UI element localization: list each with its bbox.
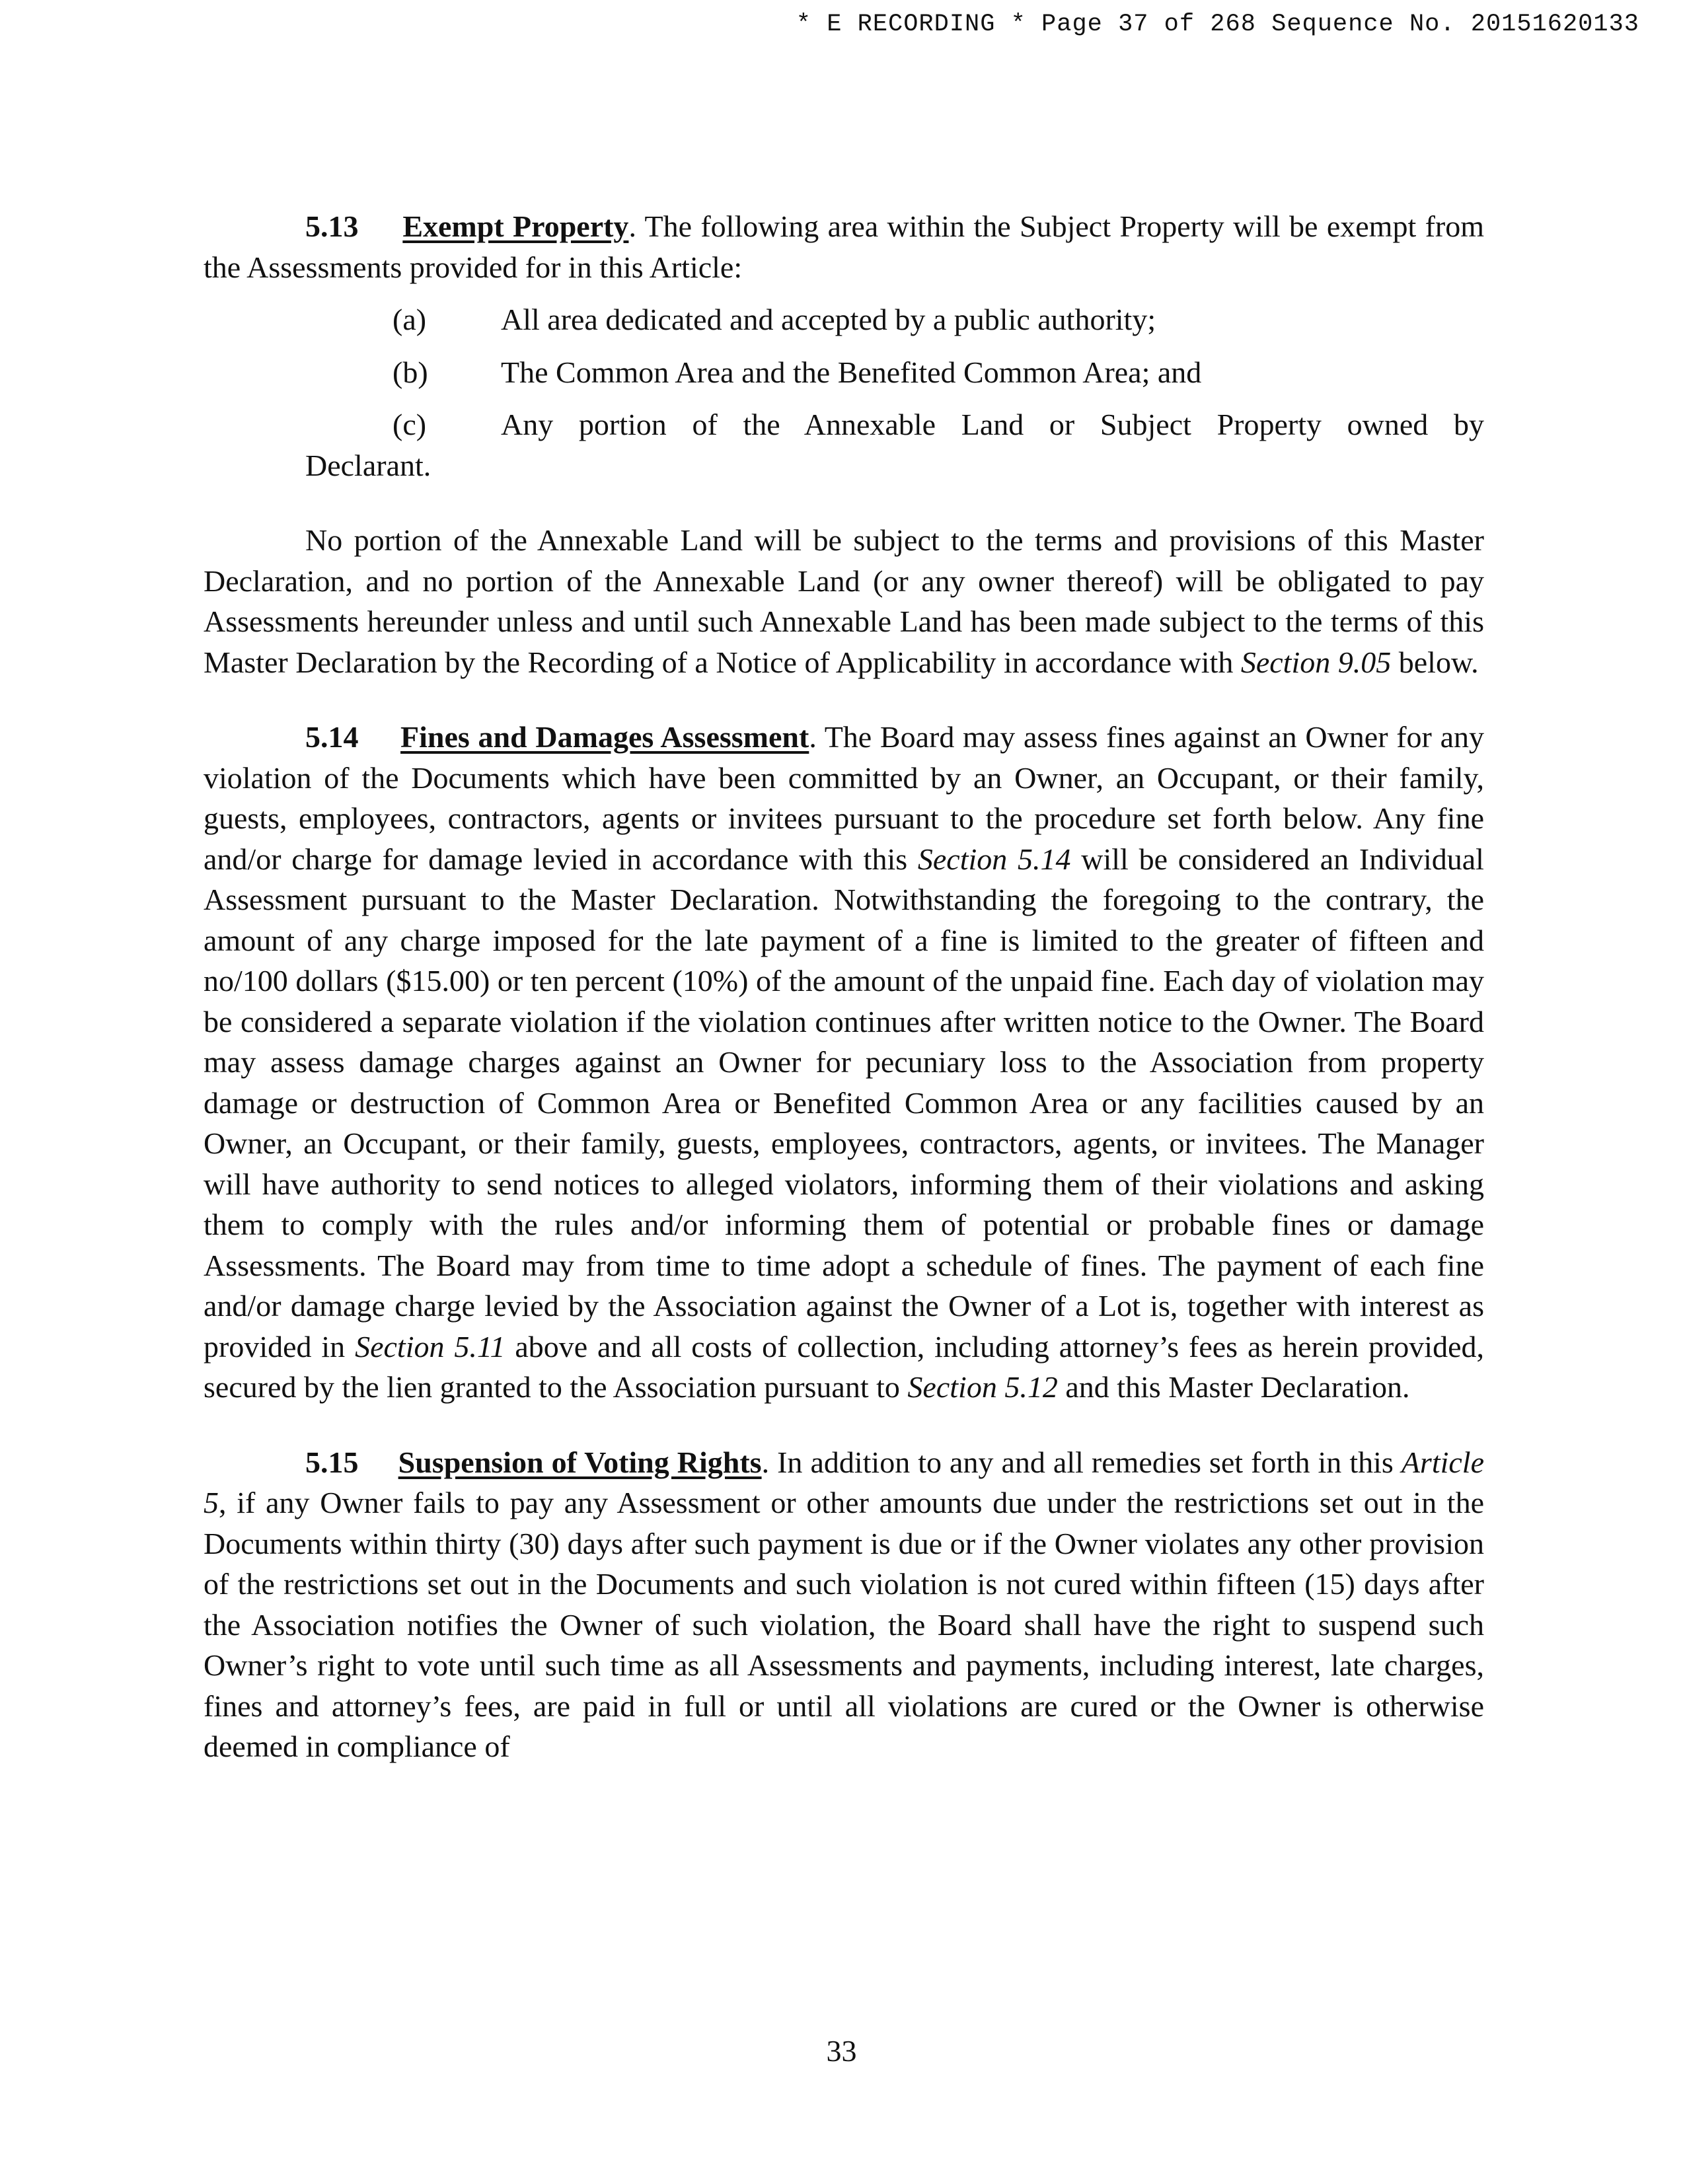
paragraph-text: No portion of the Annexable Land will be subject to the terms and provisions of this Master Declaration, and no portion of the Annexable Land (or any owner thereof) will be obligated to pay Assessments hereunder unless and until such Annexable Land has been made subject to the terms of this Master Declaration by the Recording of a Notice of Applicability in accordance with (204, 523, 1484, 679)
list-item-text: Any portion of the Annexable Land or Subject Property owned by (501, 408, 1484, 441)
section-5-13-intro (204, 206, 1484, 287)
section-title: Exempt Property (402, 209, 629, 243)
paragraph-text: below. (1391, 645, 1479, 679)
section-number: 5.13 (305, 209, 359, 243)
list-item-continuation: Declarant. (305, 448, 431, 482)
list-item-label: (a) (393, 303, 427, 336)
section-reference: Article 5 (204, 1445, 1484, 1519)
list-item-label: (b) (393, 355, 428, 389)
page-number: 33 (826, 2034, 857, 2068)
section-reference: Section 5.11 (355, 1329, 505, 1364)
list-item-text: The Common Area and the Benefited Common Area; and (501, 355, 1202, 389)
section-text: . The following area within the Subject Property will be exempt from the Assessments provided for in this Article: (204, 209, 1485, 284)
section-text: . In addition to any and all remedies set forth in this (761, 1445, 1402, 1479)
section-number: 5.15 (305, 1445, 359, 1479)
section-text: , if any Owner fails to pay any Assessment or other amounts due under the restrictions set out in the Documents within thirty (30) days after such payment is due or if the Owner violates any other provision of the restrictions set out in the Documents and such violation is not cured within fifteen (15) days after the Association notifies the Owner of such violation, the Board shall have the right to suspend such Owner’s right to vote until such time as all Assessments and payments, including interest, late charges, fines and attorney’s fees, are paid in full or until all violations are cured or the Owner is otherwise deemed in compliance of (204, 1486, 1484, 1763)
section-number: 5.14 (305, 720, 359, 754)
section-5-13-paragraph-2 (204, 520, 1484, 682)
section-5-15 (204, 1442, 1484, 1767)
section-text: and this Master Declaration. (1057, 1370, 1410, 1404)
document-body (204, 206, 1484, 1767)
recording-header: * E RECORDING * Page 37 of 268 Sequence No. 20151620133 (796, 11, 1639, 38)
section-title: Suspension of Voting Rights (398, 1445, 762, 1479)
list-item-a (204, 299, 1484, 340)
section-text: above and all costs of collection, including attorney’s fees as herein provided, secured by the lien granted to the Association pursuant to (204, 1329, 1484, 1404)
list-item-c (204, 404, 1484, 445)
section-5-14 (204, 717, 1484, 1408)
section-text: . The Board may assess fines against an Owner for any violation of the Documents which have been committed by an Owner, an Occupant, or their family, guests, employees, contractors, agents or invitees pursuant to the procedure set forth below. Any fine and/or charge for damage levied in accordance with this (204, 720, 1484, 876)
list-item-text: All area dedicated and accepted by a public authority; (501, 303, 1156, 336)
section-reference: Section 5.14 (917, 842, 1071, 876)
section-text: will be considered an Individual Assessment pursuant to the Master Declaration. Notwithstanding the foregoing to the contrary, the amount of any charge imposed for the late payment of a fine is limited to the greater of fifteen and no/100 dollars ($15.00) or ten percent (10%) of the amount of the unpaid fine. Each day of violation may be considered a separate violation if the violation continues after written notice to the Owner. The Board may assess damage charges against an Owner for pecuniary loss to the Association from property damage or destruction of Common Area or Benefited Common Area or any facilities caused by an Owner, an Occupant, or their family, guests, employees, contractors, agents, or invitees. The Manager will have authority to send notices to alleged violators, informing them of their violations and asking them to comply with the rules and/or informing them of potential or probable fines or damage Assessments. The Board may from time to time adopt a schedule of fines. The payment of each fine and/or damage charge levied by the Association against the Owner of a Lot is, together with interest as provided in (204, 842, 1484, 1364)
section-reference: Section 9.05 (1240, 645, 1392, 679)
section-reference: Section 5.12 (907, 1370, 1058, 1404)
list-item-b (204, 352, 1484, 393)
list-item-label: (c) (393, 408, 427, 441)
section-title: Fines and Damages Assessment (400, 720, 809, 754)
